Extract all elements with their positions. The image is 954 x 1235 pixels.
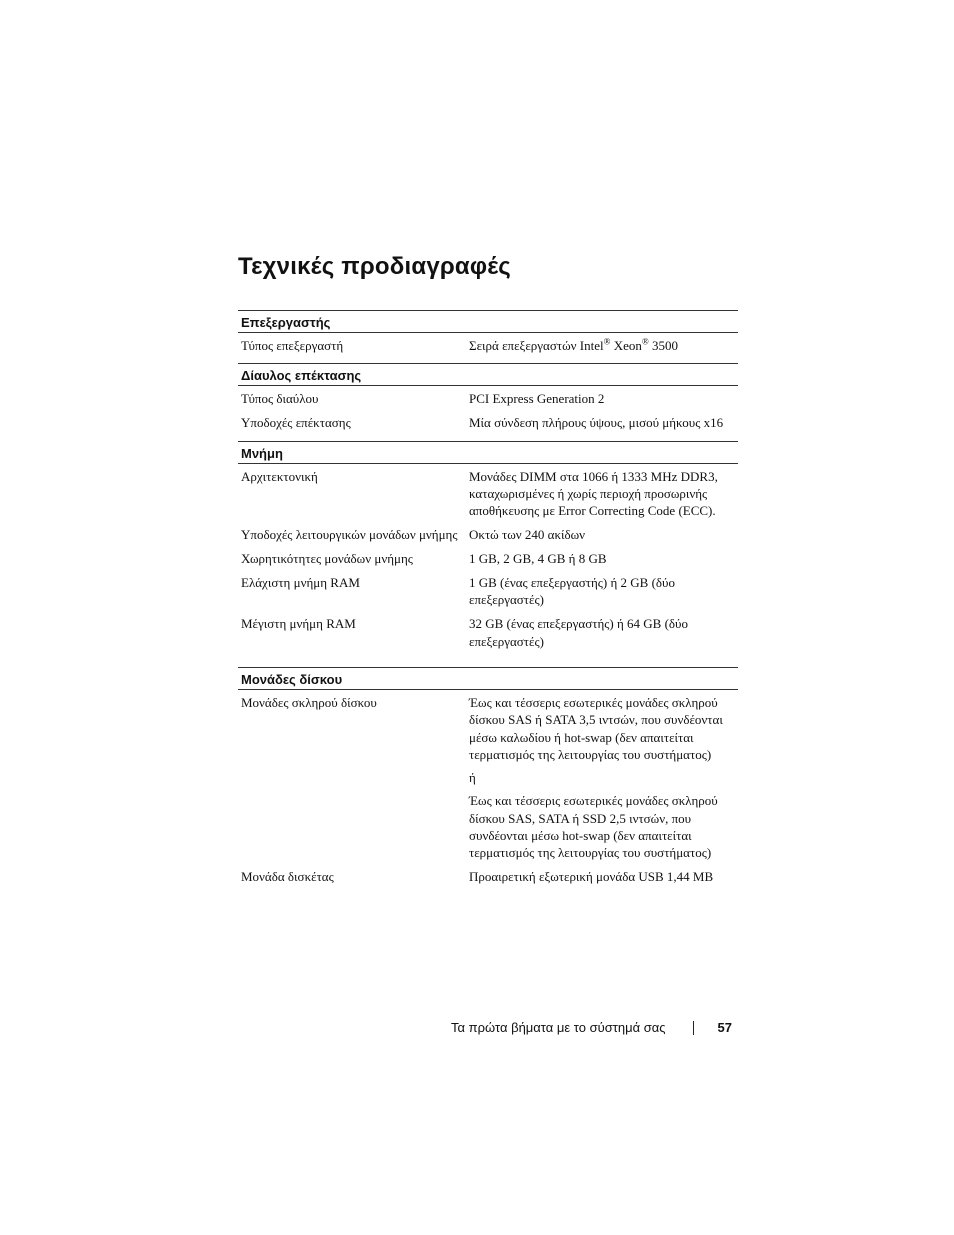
spec-value-option-1: Έως και τέσσερις εσωτερικές μονάδες σκληρού δίσκου SAS ή SATA 3,5 ιντσών, που συνδέονται μέσω καλωδίου ή hot-swap (δεν απαιτείται τερματισμός της λειτουργίας του συστήματος) [469,695,723,762]
registered-trademark-symbol: ® [641,336,649,347]
section-header-memory: Μνήμη [238,441,738,464]
spec-row-expansion-slots [238,414,738,431]
spec-value: Μονάδες DIMM στα 1066 ή 1333 MHz DDR3, καταχωρισμένες ή χωρίς περιοχή προσωρινής αποθήκευσης με Error Correcting Code (ECC). [469,468,718,519]
spec-value: Προαιρετική εξωτερική μονάδα USB 1,44 MB [469,868,714,884]
spec-value: 1 GB, 2 GB, 4 GB ή 8 GB [469,551,607,567]
section-header-expansion-bus: Δίαυλος επέκτασης [238,363,738,386]
spec-value: PCI Express Generation 2 [469,391,605,407]
spec-row-memory-capacities [238,550,738,567]
spec-row-bus-type [238,390,738,407]
spec-label: Μονάδες σκληρού δίσκου [241,695,377,710]
section-drives [238,667,738,885]
page-footer [451,1019,732,1036]
spec-label: Αρχιτεκτονική [241,468,318,484]
spec-value: Σειρά επεξεργαστών Intel® Xeon® 3500 [469,336,678,353]
spec-row-minimum-ram [238,574,738,609]
section-expansion-bus [238,363,738,431]
footer-divider [693,1021,694,1035]
spec-value-or: ή [469,770,476,786]
section-header-drives: Μονάδες δίσκου [238,667,738,690]
spec-label: Χωρητικότητες μονάδων μνήμης [241,551,413,567]
spec-label: Υποδοχές επέκτασης [241,415,351,431]
specifications-table [238,310,738,885]
section-header-processor: Επεξεργαστής [238,310,738,333]
spec-row-memory-sockets [238,526,738,543]
spec-row-diskette-drive [238,868,738,885]
spec-label: Τύπος διαύλου [241,391,319,407]
footer-chapter-title: Τα πρώτα βήματα με το σύστημά σας [451,1020,666,1035]
spec-label: Υποδοχές λειτουργικών μονάδων μνήμης [241,527,458,543]
spec-label: Ελάχιστη μνήμη RAM [241,575,360,591]
registered-trademark-symbol: ® [603,336,611,347]
spec-value-option-2: Έως και τέσσερις εσωτερικές μονάδες σκληρού δίσκου SAS, SATA ή SSD 2,5 ιντσών, που συνδέονται μέσω hot-swap (δεν απαιτείται τερματισμός της λειτουργίας του συστήματος) [469,793,718,861]
section-processor [238,310,738,354]
spec-value: Οκτώ των 240 ακίδων [469,527,586,543]
spec-row-maximum-ram [238,615,738,650]
spec-row-memory-architecture [238,468,738,520]
page-title: Τεχνικές προδιαγραφές [238,253,511,280]
spec-value: 1 GB (ένας επεξεργαστής) ή 2 GB (δύο επεξεργαστές) [469,575,675,608]
spec-value: Μία σύνδεση πλήρους ύψους, μισού μήκους x16 [469,415,724,431]
spec-row-processor-type [238,337,738,354]
spec-label: Τύπος επεξεργαστή [241,338,344,353]
spec-value: 32 GB (ένας επεξεργαστής) ή 64 GB (δύο επεξεργαστές) [469,616,688,649]
spec-label: Μέγιστη μνήμη RAM [241,616,356,632]
spec-label: Μονάδα δισκέτας [241,868,334,884]
spec-row-hard-drives [238,694,738,862]
spec-value [469,694,738,862]
page-number: 57 [717,1020,732,1035]
section-memory [238,441,738,650]
